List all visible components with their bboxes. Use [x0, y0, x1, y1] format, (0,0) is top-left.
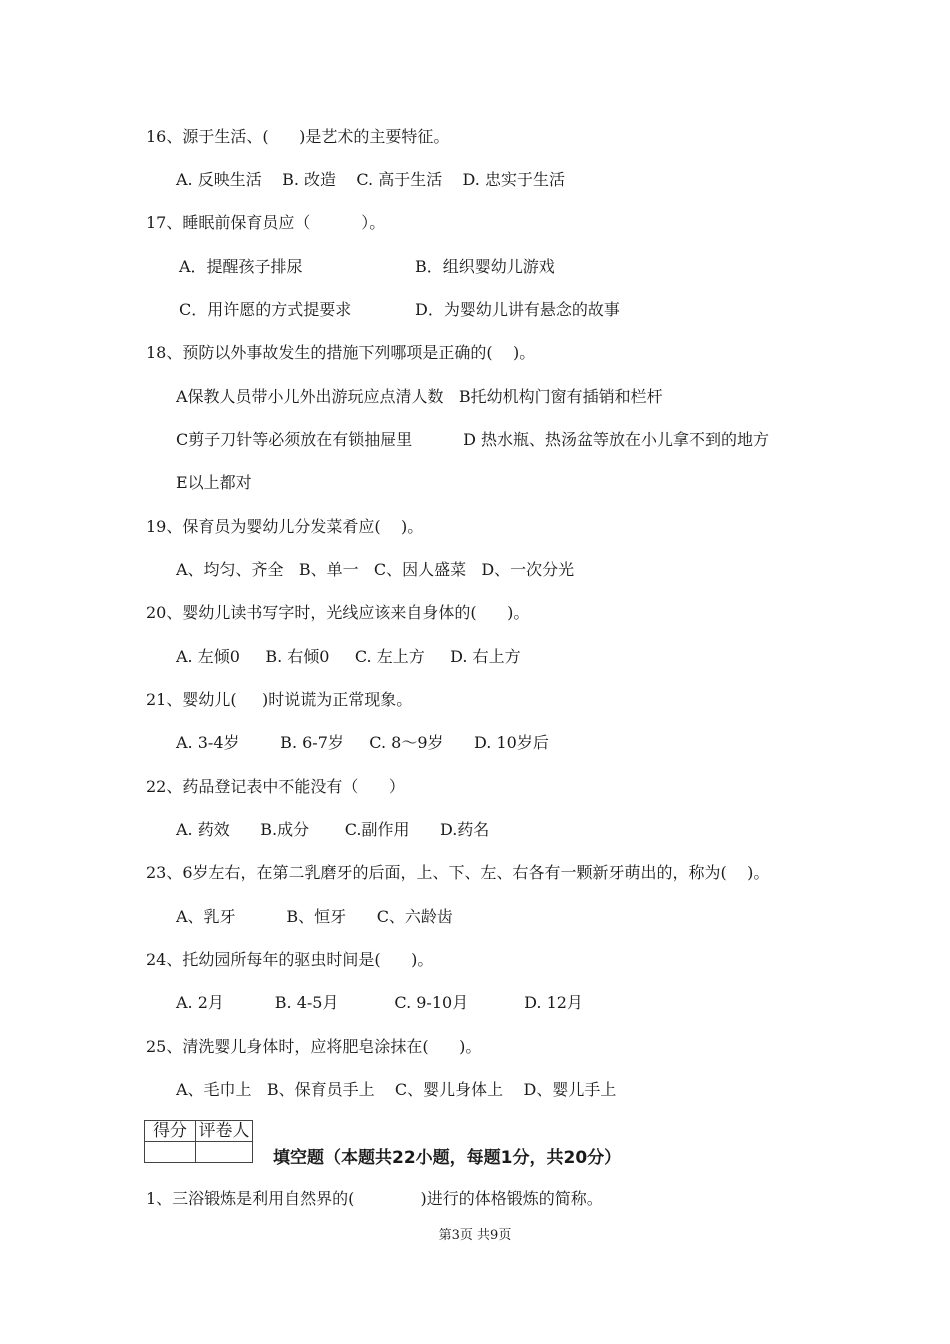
fill-question-1: 1、三浴锻炼是利用自然界的( )进行的体格锻炼的简称。 — [146, 1189, 603, 1208]
score-table-entry-row — [145, 1142, 253, 1163]
question-18: 18、预防以外事故发生的措施下列哪项是正确的( )。 — [146, 343, 536, 362]
question-17-option-b: B．组织婴幼儿游戏 — [415, 257, 555, 276]
question-19-options: A、均匀、齐全 B、单一 C、因人盛菜 D、一次分光 — [176, 560, 575, 579]
question-18-option-e: E以上都对 — [176, 473, 252, 492]
page-number: 第3页 共9页 — [438, 1228, 512, 1243]
question-25-options: A、毛巾上 B、保育员手上 C、婴儿身体上 D、婴儿手上 — [176, 1080, 617, 1099]
question-17-option-c: C．用许愿的方式提要求 — [179, 300, 352, 319]
question-20: 20、婴幼儿读书写字时，光线应该来自身体的( )。 — [146, 603, 530, 622]
question-17-option-a: A．提醒孩子排尿 — [179, 257, 303, 276]
question-23: 23、6岁左右，在第二乳磨牙的后面，上、下、左、右各有一颗新牙萌出的，称为( )。 — [146, 863, 770, 882]
question-22-options: A. 药效 B.成分 C.副作用 D.药名 — [176, 820, 490, 839]
question-23-options: A、乳牙 B、恒牙 C、六龄齿 — [176, 907, 453, 926]
question-18-options-ab: A保教人员带小儿外出游玩应点清人数 B托幼机构门窗有插销和栏杆 — [176, 387, 663, 406]
score-cell — [145, 1142, 196, 1163]
question-16: 16、源于生活、( )是艺术的主要特征。 — [146, 127, 450, 146]
grader-cell — [196, 1142, 253, 1163]
score-header: 得分 — [145, 1121, 196, 1142]
question-20-options: A. 左倾0 B. 右倾0 C. 左上方 D. 右上方 — [176, 647, 521, 666]
question-22: 22、药品登记表中不能没有（ ） — [146, 777, 405, 796]
question-24: 24、托幼园所每年的驱虫时间是( )。 — [146, 950, 434, 969]
question-16-options: A. 反映生活 B. 改造 C. 高于生活 D. 忠实于生活 — [176, 170, 565, 189]
question-19: 19、保育员为婴幼儿分发菜肴应( )。 — [146, 517, 424, 536]
score-table — [144, 1120, 253, 1163]
question-21-options: A. 3-4岁 B. 6-7岁 C. 8～9岁 D. 10岁后 — [176, 733, 549, 752]
question-18-options-cd: C剪子刀针等必须放在有锁抽屉里 D 热水瓶、热汤盆等放在小儿拿不到的地方 — [176, 430, 770, 449]
question-17-option-d: D．为婴幼儿讲有悬念的故事 — [415, 300, 620, 319]
grader-header: 评卷人 — [196, 1121, 253, 1142]
question-25: 25、清洗婴儿身体时，应将肥皂涂抹在( )。 — [146, 1037, 482, 1056]
question-17: 17、睡眠前保育员应（ ）。 — [146, 213, 386, 232]
question-21: 21、婴幼儿( )时说谎为正常现象。 — [146, 690, 413, 709]
section-title: 填空题（本题共22小题，每题1分，共20分） — [273, 1148, 622, 1168]
score-table-header-row — [145, 1121, 253, 1142]
question-24-options: A. 2月 B. 4-5月 C. 9-10月 D. 12月 — [176, 993, 583, 1012]
